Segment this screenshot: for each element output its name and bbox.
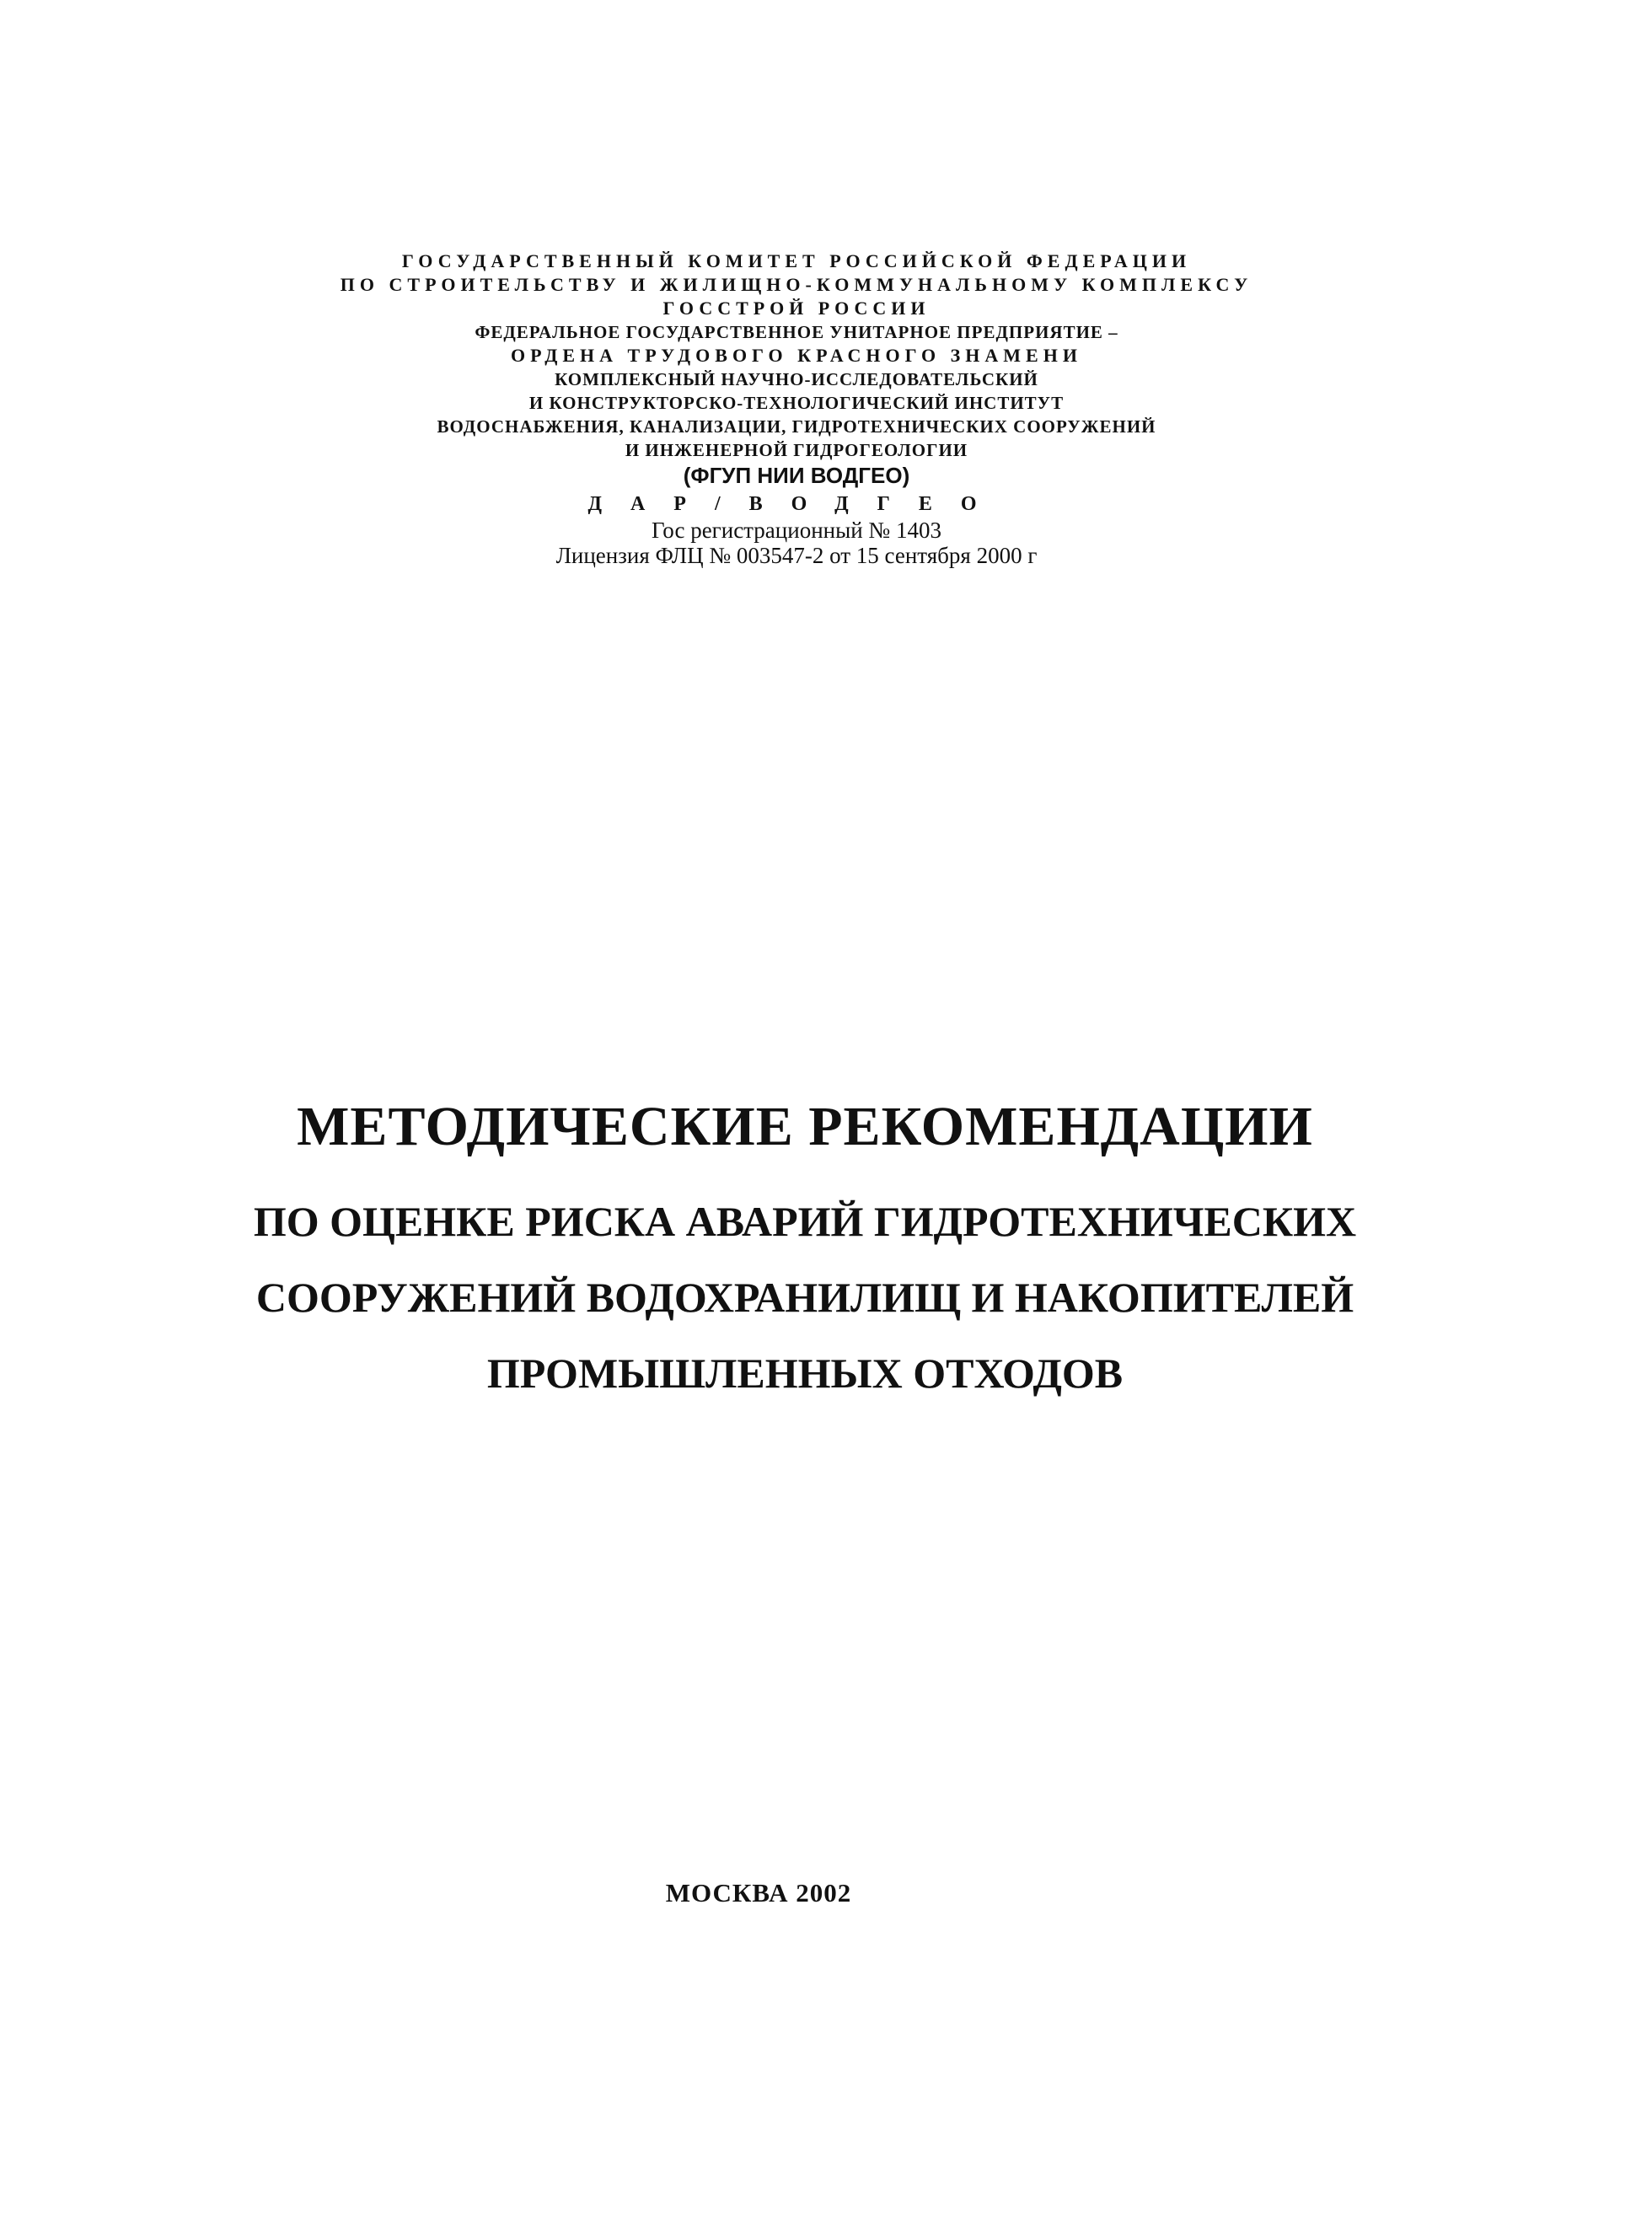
registration-number: Гос регистрационный № 1403	[652, 518, 941, 543]
org-abbreviation: (ФГУП НИИ ВОДГЕО)	[683, 463, 910, 488]
title-subline: СООРУЖЕНИЙ ВОДОХРАНИЛИЩ И НАКОПИТЕЛЕЙ	[255, 1274, 1354, 1321]
committee-line: ГОСУДАРСТВЕННЫЙ КОМИТЕТ РОССИЙСКОЙ ФЕДЕРАЦИИ	[401, 250, 1192, 271]
order-line: ОРДЕНА ТРУДОВОГО КРАСНОГО ЗНАМЕНИ	[511, 345, 1082, 366]
institute-line: И КОНСТРУКТОРСКО-ТЕХНОЛОГИЧЕСКИЙ ИНСТИТУТ	[528, 393, 1065, 413]
enterprise-line: ФЕДЕРАЛЬНОЕ ГОСУДАРСТВЕННОЕ УНИТАРНОЕ ПРЕДПРИЯТИЕ –	[475, 322, 1118, 342]
document-title	[135, 1096, 1475, 1411]
title-main: МЕТОДИЧЕСКИЕ РЕКОМЕНДАЦИИ	[297, 1096, 1313, 1157]
title-subline: ПРОМЫШЛЕННЫХ ОТХОДОВ	[486, 1349, 1124, 1397]
institute-line: И ИНЖЕНЕРНОЙ ГИДРОГЕОЛОГИИ	[625, 440, 968, 460]
gosstroy-line: ГОССТРОЙ РОССИИ	[662, 298, 931, 319]
committee-line: ПО СТРОИТЕЛЬСТВУ И ЖИЛИЩНО-КОММУНАЛЬНОМУ КОМПЛЕКСУ	[340, 274, 1253, 295]
institute-line: ВОДОСНАБЖЕНИЯ, КАНАЛИЗАЦИИ, ГИДРОТЕХНИЧЕСКИХ СООРУЖЕНИЙ	[437, 416, 1156, 437]
issuer-header	[236, 250, 1357, 568]
license-number: Лицензия ФЛЦ № 003547-2 от 15 сентября 2000 г	[555, 543, 1038, 568]
title-subline: ПО ОЦЕНКЕ РИСКА АВАРИЙ ГИДРОТЕХНИЧЕСКИХ	[253, 1198, 1357, 1245]
institute-line: КОМПЛЕКСНЫЙ НАУЧНО-ИССЛЕДОВАТЕЛЬСКИЙ	[555, 369, 1038, 389]
dar-code: ДАР/ВОДГЕО	[587, 493, 1006, 515]
place-year: МОСКВА 2002	[665, 1878, 852, 1907]
